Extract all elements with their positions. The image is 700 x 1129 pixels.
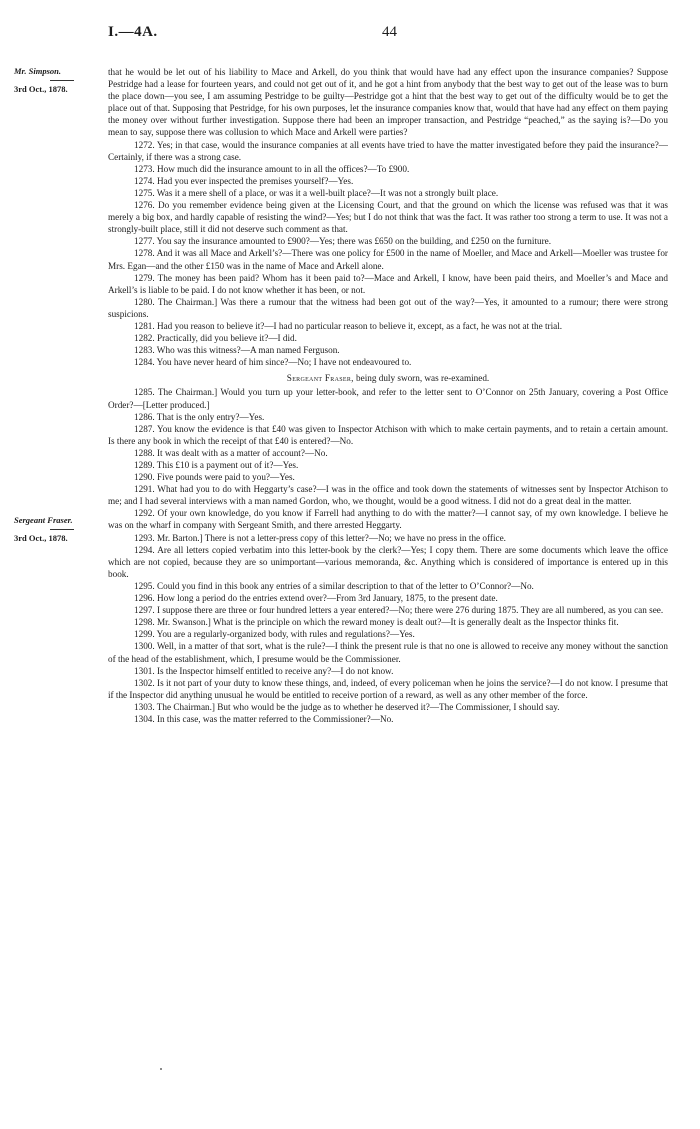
testimony-paragraph: 1278. And it was all Mace and Arkell’s?—There was one policy for £500 in the name of Moeller, and Mace and Arkell—Moeller was trustee for Mrs. Egan—and the other £150 was in the name of Mace and Arkell alone. bbox=[108, 248, 668, 271]
heading-rest: being duly sworn, was re-examined. bbox=[353, 373, 490, 384]
testimony-paragraph: that he would be let out of his liability to Mace and Arkell, do you think that would have had any effect upon the insurance companies? Suppose Pestridge had a lease for fourteen years, and could not get out of it, and he got a hint from anybody that the best way to get out of the lease was to burn the place down—you see, I am assuming Pestridge to be guilty—Pestridge got a hint that the best way to get out of the difficulty would be to get the place out of that. Supposing that Pestridge, for his own purposes, let the insurance companies know that, would that have had any effect on them paying the money over without further investigation. Suppose there had been an improper transaction, and Pestridge “peached,” as the saying is?—Do you mean to say, suppose there was collusion to which Mace and Arkell were parties? bbox=[108, 67, 668, 138]
testimony-paragraph: 1288. It was dealt with as a matter of account?—No. bbox=[134, 447, 328, 458]
margin-date: 3rd Oct., 1878. bbox=[14, 533, 68, 543]
testimony-paragraph: 1286. That is the only entry?—Yes. bbox=[134, 411, 265, 422]
testimony-paragraph: 1275. Was it a mere shell of a place, or was it a well-built place?—It was not a strongly built place. bbox=[134, 187, 499, 198]
testimony-paragraph: 1294. Are all letters copied verbatim into this letter-book by the clerk?—Yes; I copy them. There are some documents which leave the office which are not copied, because they are so unimportant—various memoranda, &c. Anything which is considered of importance is entered up in this book. bbox=[108, 544, 668, 579]
testimony-part-fraser bbox=[108, 386, 668, 725]
testimony-paragraph: 1303. The Chairman.] But who would be the judge as to whether he deserved it?—The Commissioner, I should say. bbox=[134, 701, 560, 712]
section-heading bbox=[108, 372, 668, 384]
testimony-paragraph: 1295. Could you find in this book any entries of a similar description to that of the letter to O’Connor?—No. bbox=[134, 580, 534, 591]
testimony-paragraph: 1289. This £10 is a payment out of it?—Yes. bbox=[134, 460, 299, 470]
testimony-paragraph: 1287. You know the evidence is that £40 was given to Inspector Atchison with which to make certain payments, and to retain a certain amount. Is there any book in which the receipt of that £40 is entered?—No. bbox=[108, 423, 668, 446]
testimony-paragraph: 1299. You are a regularly-organized body, with rules and regulations?—Yes. bbox=[134, 629, 415, 640]
testimony-paragraph: 1292. Of your own knowledge, do you know if Farrell had anything to do with the matter?—I cannot say, of my own knowledge. I believe he was on the wharf in company with Sergeant Smith, and there arrested Heggarty. bbox=[108, 508, 668, 531]
testimony-paragraph: 1298. Mr. Swanson.] What is the principle on which the reward money is dealt out?—It is generally dealt as the Inspector thinks fit. bbox=[134, 617, 619, 628]
testimony-paragraph: 1290. Five pounds were paid to you?—Yes. bbox=[134, 472, 295, 483]
testimony-paragraph: 1280. The Chairman.] Was there a rumour that the witness had been got out of the way?—Yes, it amounted to a rumour; there were strong suspicions. bbox=[108, 296, 668, 319]
testimony-text bbox=[108, 66, 668, 725]
margin-rule bbox=[50, 80, 74, 81]
testimony-paragraph: 1283. Who was this witness?—A man named Ferguson. bbox=[134, 345, 340, 356]
series-code: I.—4A. bbox=[108, 24, 158, 40]
margin-witness: Mr. Simpson. bbox=[14, 66, 62, 76]
testimony-paragraph: 1282. Practically, did you believe it?—I did. bbox=[134, 333, 297, 344]
margin-note-simpson bbox=[14, 66, 106, 95]
testimony-paragraph: 1281. Had you reason to believe it?—I had no particular reason to believe it, except, as a fact, he was not at the trial. bbox=[134, 320, 563, 331]
margin-rule bbox=[50, 529, 74, 530]
margin-witness: Sergeant Fraser. bbox=[14, 515, 73, 525]
testimony-paragraph: 1277. You say the insurance amounted to £900?—Yes; there was £650 on the building, and £250 on the furniture. bbox=[134, 236, 552, 247]
testimony-paragraph: 1302. Is it not part of your duty to know these things, and, indeed, of every policeman when he joins the service?—I do not know. I presume that if the Inspector did anything unusual he would be entitled to receive portion of a reward, as well as any other member of the force. bbox=[108, 677, 668, 700]
testimony-paragraph: 1273. How much did the insurance amount to in all the offices?—To £900. bbox=[134, 163, 410, 174]
testimony-paragraph: 1300. Well, in a matter of that sort, what is the rule?—I think the present rule is that no one is allowed to receive any money without the sanction of the head of the establishment, which, I presume would be the Commissioner. bbox=[108, 641, 668, 664]
testimony-paragraph: 1297. I suppose there are three or four hundred letters a year entered?—No; there were 276 during 1875. They are all numbered, as you can see. bbox=[134, 605, 664, 616]
testimony-part-simpson bbox=[108, 66, 668, 368]
testimony-paragraph: 1304. In this case, was the matter referred to the Commissioner?—No. bbox=[134, 713, 394, 724]
testimony-paragraph: 1301. Is the Inspector himself entitled to receive any?—I do not know. bbox=[134, 665, 394, 676]
testimony-paragraph: 1279. The money has been paid? Whom has it been paid to?—Mace and Arkell, I know, have been paid theirs, and Moeller’s and Mace and Arkell’s is liable to be paid. I do not know whether it has been, or not. bbox=[108, 272, 668, 295]
testimony-paragraph: 1272. Yes; in that case, would the insurance companies at all events have tried to have the matter investigated before they paid the insurance?—Certainly, if there was a strong case. bbox=[108, 139, 668, 162]
testimony-paragraph: 1276. Do you remember evidence being given at the Licensing Court, and that the ground on which the license was refused was that it was merely a big box, and hardly capable of resisting the wind?—Yes; but I do not think that was the fact. It was rather too strong a term to use. It was not a strongly-built place, still it did not deserve such comment as that. bbox=[108, 200, 668, 235]
testimony-paragraph: 1291. What had you to do with Heggarty’s case?—I was in the office and took down the statements of witnesses sent by Inspector Atchison to me; and I had several interviews with a man named Gordon, who, we thought, would be a good witness. I did not do a great deal in the matter. bbox=[108, 484, 668, 507]
testimony-paragraph: 1285. The Chairman.] Would you turn up your letter-book, and refer to the letter sent to O’Connor on 25th January, covering a Post Office Order?—[Letter produced.] bbox=[108, 387, 668, 410]
margin-note-fraser bbox=[14, 515, 106, 544]
testimony-paragraph: 1274. Had you ever inspected the premises yourself?—Yes. bbox=[134, 175, 354, 186]
witness-name: Sergeant Fraser, bbox=[286, 373, 354, 384]
testimony-paragraph: 1296. How long a period do the entries extend over?—From 3rd January, 1875, to the present date. bbox=[134, 593, 498, 604]
page-mark bbox=[160, 1068, 162, 1070]
testimony-paragraph: 1284. You have never heard of him since?—No; I have not endeavoured to. bbox=[134, 357, 412, 368]
margin-date: 3rd Oct., 1878. bbox=[14, 84, 68, 94]
testimony-paragraph: 1293. Mr. Barton.] There is not a letter-press copy of this letter?—No; we have no press in the office. bbox=[134, 532, 506, 543]
page-number: 44 bbox=[382, 24, 397, 40]
